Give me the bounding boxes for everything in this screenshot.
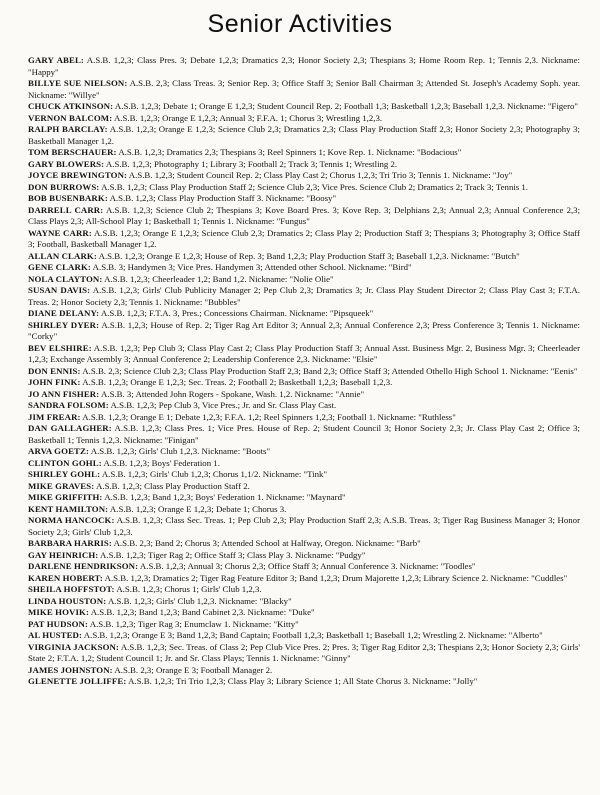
student-activities: A.S.B. 1,2,3; Girls' Club 1,2,3. Nickname: "Blacky" [107,595,292,606]
student-entry [28,170,580,182]
student-entry [28,573,580,585]
student-activities: A.S.B. 1,2,3; Orange E 1; Debate 1,2,3; F.F.A. 1,2; Reel Spinners 1,2,3; Football 1. Nickname: "Ruthless" [82,411,456,422]
student-name: DARLENE HENDRIKSON: [28,561,139,571]
student-entry [28,262,580,274]
student-activities: A.S.B. 1,2,3; Dramatics 2; Tiger Rag Feature Editor 3; Band 1,2,3; Drum Majorette 1,2,3; Library Science 2. Nickname: "Cuddles" [104,572,568,583]
student-entry [28,550,580,562]
student-entry [28,665,580,677]
student-entry [28,377,580,389]
student-entry [28,469,580,481]
student-activities: A.S.B. 1,2,3; Debate 1; Orange E 1,2,3; Student Council Rep. 2; Football 1,3; Basketball 1,2,3; Baseball 1,2,3. Nickname: "Figero" [114,101,578,111]
student-name: KAREN HOBERT: [28,572,103,583]
student-name: CLINTON GOHL: [28,457,102,468]
student-name: DIANE DELANY: [28,308,100,318]
student-activities: A.S.B. 1,2,3; Class Pres. 1; Vice Pres. House of Rep. 2; Student Council 3; Honor Society 2,3; Jr. Class Play Cast 2; Office 3; Basketball 1; Tennis 1,2,3. Nickname: "Finigan" [28,423,580,445]
student-entry [28,228,580,251]
student-name: JOYCE BREWINGTON: [28,170,128,180]
student-entry [28,423,580,446]
student-name: BEV ELSHIRE: [28,342,92,353]
student-activities: A.S.B. 1,2,3; Tiger Rag 2; Office Staff 3; Class Play 3. Nickname: "Pudgy" [100,549,366,560]
student-name: BILLYE SUE NIELSON: [28,78,128,88]
student-name: ALLAN CLARK: [28,250,97,261]
student-name: JO ANN FISHER: [28,388,100,399]
student-activities: A.S.B. 1,2,3; Orange E 1,2,3; Sec. Treas. 2; Football 2; Basketball 1,2,3; Baseball 1,2,3. [82,377,393,387]
student-entry [28,676,580,688]
student-name: SANDRA FOLSOM: [28,400,109,410]
student-entry [28,113,580,125]
student-name: DON ENNIS: [28,365,81,376]
student-entry [28,481,580,493]
student-entry [28,159,580,171]
student-name: DAN GALLAGHER: [28,423,112,433]
student-entry [28,343,580,366]
student-entry [28,400,580,412]
student-activities: A.S.B. 1,2,3; House of Rep. 2; Tiger Rag Art Editor 3; Annual 2,3; Annual Conference 2,3; Press Conference 3; Tennis 1. Nickname: "Corky" [28,319,580,341]
student-entry [28,630,580,642]
student-activities: A.S.B. 1,2,3; Girls' Club Publicity Manager 2; Pep Club 2,3; Dramatics 3; Jr. Class Play Student Director 2; Class Play Cast 3; F.T.A. Treas. 2; Honor Society 2,3; Tennis 1. Nickname: "Bubbles" [28,285,580,307]
student-name: MIKE GRAVES: [28,480,95,491]
student-activities: A.S.B. 1,2,3; Orange E 1,2,3; Science Club 2,3; Dramatics 2,3; Class Play Production Staff 2,3; Honor Society 2,3; Photography 3; Basketball Manager 1,2. [28,124,581,146]
student-name: BARBARA HARRIS: [28,538,112,548]
student-activities: A.S.B. 1,2,3; Class Play Production Staff 3. Nickname: "Boosy" [109,193,337,203]
student-entry [28,607,580,619]
student-activities: A.S.B. 1,2,3; Pep Club 3, Vice Pres.; Jr. and Sr. Class Play Cast. [110,400,337,410]
student-name: LINDA HOUSTON: [28,595,107,606]
student-activities: A.S.B. 1,2,3; Tiger Rag 3; Enumclaw 1. Nickname: "Kitty" [89,618,299,629]
student-activities: A.S.B. 1,2,3; Dramatics 2,3; Thespians 3; Reel Spinners 1; Kove Rep. 1. Nickname: "Bodacious" [118,147,462,157]
student-entry [28,147,580,159]
student-activities: A.S.B. 1,2,3; Cheerleader 1,2; Band 1,2. Nickname: "Nolie Olie" [104,273,334,284]
student-name: SHEILA HOFFSTOT: [28,584,115,594]
student-name: MIKE GRIFFITH: [28,492,103,502]
student-name: PAT HUDSON: [28,618,88,629]
student-entry [28,561,580,573]
student-name: DON BURROWS: [28,181,100,192]
student-entry [28,458,580,470]
student-name: JOHN FINK: [28,377,81,387]
student-name: CHUCK ATKINSON: [28,101,114,111]
student-entry [28,78,580,101]
student-name: AL HUSTED: [28,630,83,640]
student-name: JIM FREAR: [28,411,81,422]
student-activities: A.S.B. 2,3; Class Treas. 3; Senior Rep. 3; Office Staff 3; Senior Ball Chairman 3; Attended St. Joseph's Academy Soph. year. Nickname: "Willye" [28,78,580,100]
student-activities: A.S.B. 1,2,3; Student Council Rep. 2; Class Play Cast 2; Chorus 1,2,3; Tri Trio 3; Tennis 1. Nickname: "Joy" [128,170,513,180]
student-activities: A.S.B. 3; Handymen 3; Vice Pres. Handymen 3; Attended other School. Nickname: "Bird" [92,262,412,272]
student-name: VIRGINIA JACKSON: [28,641,119,652]
student-name: RALPH BARCLAY: [28,124,108,134]
student-entry [28,619,580,631]
student-name: GENE CLARK: [28,262,91,272]
student-name: SUSAN DAVIS: [28,285,91,295]
student-activities: A.S.B. 2,3; Orange E 3; Football Manager 2. [114,664,273,675]
student-entry [28,55,580,78]
student-entry [28,193,580,205]
student-name: NORMA HANCOCK: [28,515,115,525]
student-entry [28,308,580,320]
student-entry [28,642,580,665]
student-name: KENT HAMILTON: [28,503,109,514]
student-name: BOB BUSENBARK: [28,193,108,203]
student-activities: A.S.B. 1,2,3; Chorus 1; Girls' Club 1,2,3. [116,584,262,594]
student-entry [28,584,580,596]
student-entry [28,366,580,378]
student-name: GARY ABEL: [28,55,84,65]
student-activities: A.S.B. 1,2,3; Photography 1; Library 3; Football 2; Track 3; Tennis 1; Wrestling 2. [105,158,398,169]
student-entry [28,504,580,516]
student-entry [28,538,580,550]
student-entry [28,596,580,608]
student-activities: A.S.B. 1,2,3; Class Pres. 3; Debate 1,2,3; Dramatics 2,3; Honor Society 2,3; Thespians 3; Home Room Rep. 1; Tennis 2,3. Nickname: "Happy" [28,55,580,77]
student-activities: A.S.B. 1,2,3; F.T.A. 3, Pres.; Concessions Chairman. Nickname: "Pipsqueek" [100,308,374,318]
student-activities: A.S.B. 1,2,3; Annual 3; Chorus 2,3; Office Staff 3; Annual Conference 3. Nickname: "Toodles" [139,561,476,571]
student-name: GAY HEINRICH: [28,549,99,560]
student-entry [28,182,580,194]
student-activities: A.S.B. 1,2,3; Orange E 1,2,3; Debate 1; Chorus 3. [109,503,287,514]
student-activities: A.S.B. 1,2,3; Class Play Production Staff 2; Science Club 2,3; Vice Pres. Science Club 2; Dramatics 2; Track 3; Tennis 1. [101,181,529,192]
student-activities: A.S.B. 1,2,3; Orange E 3; Band 1,2,3; Band Captain; Football 1,2,3; Basketball 1; Baseball 1,2; Wrestling 2. Nickname: "Alberto" [83,630,543,640]
student-name: TOM BERSCHAUER: [28,147,117,157]
student-activities: A.S.B. 1,2,3; Boys' Federation 1. [103,457,220,468]
student-activities: A.S.B. 1,2,3; Band 1,2,3; Band Cabinet 2,3. Nickname: "Duke" [90,607,315,617]
student-activities: A.S.B. 1,2,3; Girls' Club 1,2,3; Chorus 1,1/2. Nickname: "Tink" [101,469,328,479]
student-entry [28,251,580,263]
student-name: ARVA GOETZ: [28,446,89,456]
student-name: VERNON BALCOM: [28,112,113,123]
student-entry [28,389,580,401]
student-name: DARRELL CARR: [28,204,104,215]
student-activities: A.S.B. 1,2,3; Orange E 1,2,3; Annual 3; F.F.A. 1; Chorus 3; Wrestling 1,2,3. [113,112,383,123]
student-name: NOLA CLAYTON: [28,273,103,284]
student-activities: A.S.B. 2,3; Band 2; Chorus 3; Attended School at Halfway, Oregon. Nickname: "Barb" [113,538,421,548]
student-name: MIKE HOVIK: [28,607,89,617]
student-name: WAYNE CARR: [28,227,92,238]
student-entry [28,205,580,228]
student-activities: A.S.B. 1,2,3; Class Play Production Staff 2. [96,480,250,491]
student-entry [28,101,580,113]
student-activities: A.S.B. 1,2,3; Girls' Club 1,2,3. Nickname: "Boots" [90,446,271,456]
student-activities: A.S.B. 1,2,3; Sec. Treas. of Class 2; Pep Club Vice Pres. 2; Pres. 3; Tiger Rag Editor 2,3; Thespians 2,3; Honor Society 2,3; Girls' State 2; F.T.A. 1,2; Student Council 1; Jr. and Sr. Class Plays; Tennis 1. Nickname: "Ginny" [28,641,580,663]
student-activities: A.S.B. 1,2,3; Band 1,2,3; Boys' Federation 1. Nickname: "Maynard" [104,492,346,502]
student-entry [28,285,580,308]
student-name: SHIRLEY GOHL: [28,469,101,479]
student-name: SHIRLEY DYER: [28,319,100,330]
student-name: GLENETTE JOLLIFFE: [28,676,127,686]
student-entry [28,446,580,458]
student-entry [28,124,580,147]
student-activities: A.S.B. 1,2,3; Class Sec. Treas. 1; Pep Club 2,3; Play Production Staff 2,3; A.S.B. Treas. 3; Tiger Rag Business Manager 3; Honor Society 2,3; Girls' Club 1,2,3. [28,515,581,537]
student-entry [28,492,580,504]
student-entry [28,320,580,343]
student-entry [28,412,580,424]
student-activities: A.S.B. 2,3; Science Club 2,3; Class Play Production Staff 2,3; Band 2,3; Office Staff 3; Attended Othello High School 1. Nickname: "Eenis" [82,365,578,376]
student-name: JAMES JOHNSTON: [28,664,113,675]
student-activities: A.S.B. 1,2,3; Tri Trio 1,2,3; Class Play 3; Library Science 1; All State Chorus 3. Nickname: "Jolly" [128,676,478,686]
student-activities: A.S.B. 1,2,3; Orange E 1,2,3; House of Rep. 3; Band 1,2,3; Play Production Staff 3; Baseball 1,2,3. Nickname: "Butch" [98,250,520,261]
student-activities: A.S.B. 1,2,3; Orange E 1,2,3; Science Club 2,3; Dramatics 2; Class Play 2; Production Staff 3; Thespians 3; Photography 3; Office Staff 3; Football, Basketball Manager 1,2. [28,227,580,249]
student-activities: A.S.B. 3; Attended John Rogers - Spokane, Wash. 1,2. Nickname: "Annie" [101,388,365,399]
student-activities: A.S.B. 1,2,3; Pep Club 3; Class Play Cast 2; Class Play Production Staff 3; Annual Asst. Business Mgr. 2, Business Mgr. 3; Cheerleader 1,2,3; Exchange Assembly 3; Annual Conference 2; Leadership Conference 2,3. Nickname: "Elsie" [28,342,581,364]
student-entry [28,274,580,286]
entries-list [28,55,580,688]
student-activities: A.S.B. 1,2,3; Science Club 2; Thespians 3; Kove Board Pres. 3; Kove Rep. 3; Delphians 2,3; Annual 2,3; Annual Conference 2,3; Class Plays 2,3; All-School Play 1; Basketball 1; Tennis 1. Nickname: "Fungus" [28,204,581,226]
student-entry [28,515,580,538]
page-title: Senior Activities [207,10,393,38]
student-name: GARY BLOWERS: [28,158,105,169]
